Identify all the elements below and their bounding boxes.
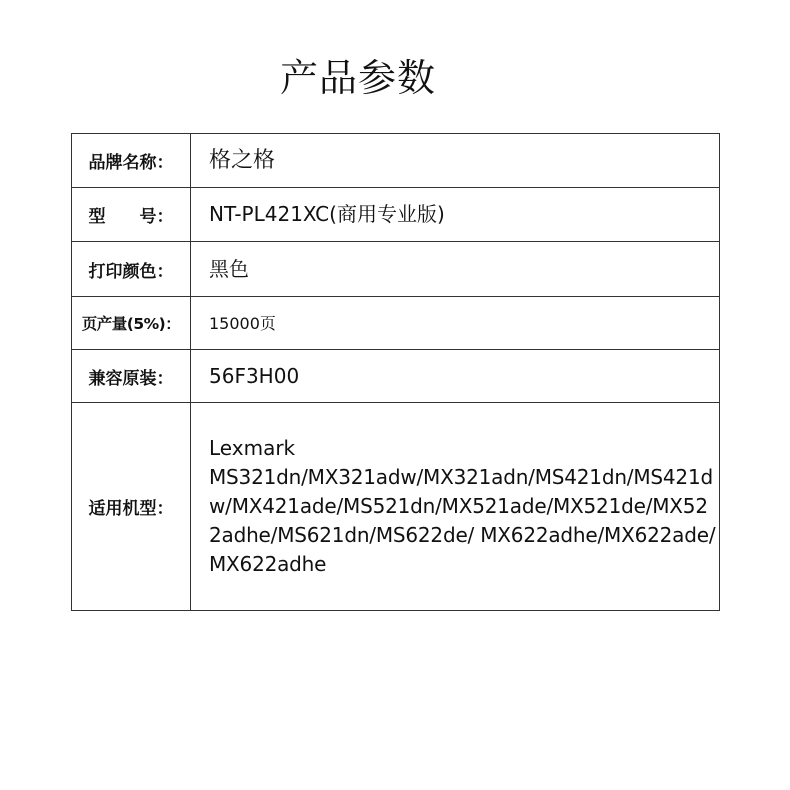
table-row-oem	[72, 350, 720, 403]
product-spec-table	[71, 133, 720, 611]
page-title: 产品参数	[279, 56, 436, 100]
oem-value: 56F3H00	[191, 350, 720, 403]
table-row-color	[72, 242, 720, 297]
table-row-yield	[72, 297, 720, 350]
table-row-brand	[72, 134, 720, 188]
color-label: 打印颜色：	[72, 242, 191, 297]
yield-label: 页产量(5%)：	[72, 297, 191, 350]
yield-value: 15000页	[191, 297, 720, 350]
color-value: 黑色	[191, 242, 720, 297]
brand-value: 格之格	[191, 134, 720, 188]
brand-label: 品牌名称：	[72, 134, 191, 188]
compatible-brand: Lexmark	[209, 436, 296, 460]
compatible-label: 适用机型：	[72, 403, 191, 611]
compatible-value	[191, 403, 720, 611]
model-label: 型 号：	[72, 188, 191, 242]
table-row-model	[72, 188, 720, 242]
table-row-compatible	[72, 403, 720, 611]
compatible-models: MS321dn/MX321adw/MX321adn/MS421dn/MS421dw/MX421ade/MS521dn/MX521ade/MX521de/MX522adhe/MS621dn/MS622de/ MX622adhe/MX622ade/MX622adhe	[209, 465, 716, 576]
model-value: NT-PL421XC(商用专业版)	[191, 188, 720, 242]
oem-label: 兼容原装：	[72, 350, 191, 403]
